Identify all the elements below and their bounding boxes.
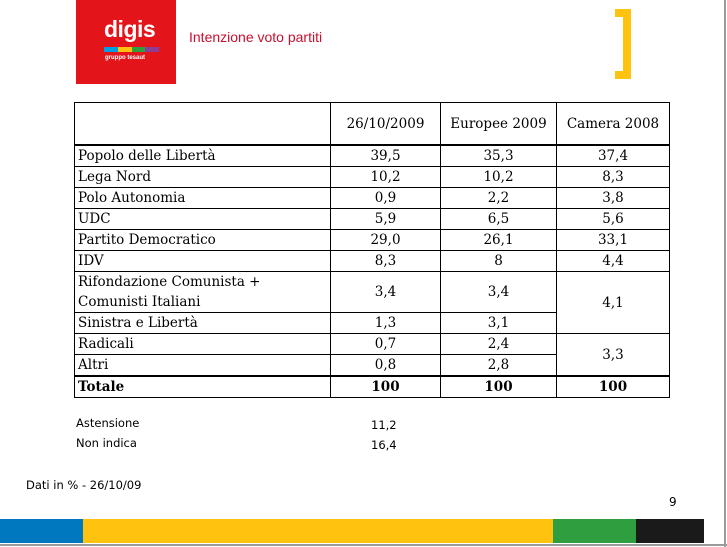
- table-row: [75, 209, 670, 230]
- header-camera-2008: Camera 2008: [557, 103, 670, 146]
- page-number: 9: [669, 495, 677, 509]
- party-name: Radicali: [75, 334, 331, 355]
- value-europee: 2,2: [441, 188, 557, 209]
- value-europee: 26,1: [441, 230, 557, 251]
- value-europee: 3,1: [441, 313, 557, 334]
- value-2009-10: 29,0: [331, 230, 441, 251]
- party-name: Partito Democratico: [75, 230, 331, 251]
- non-indica-label: Non indica: [76, 436, 137, 450]
- value-2009-10: 8,3: [331, 251, 441, 272]
- table-header-row: [75, 103, 670, 146]
- frame-bottom-border: [0, 544, 727, 546]
- party-name-line2: Comunisti Italiani: [78, 294, 201, 310]
- astensione-value: 11,2: [371, 418, 397, 432]
- table-row: [75, 188, 670, 209]
- table-row: [75, 230, 670, 251]
- table-row: [75, 167, 670, 188]
- party-name: IDV: [75, 251, 331, 272]
- bottom-color-bar: [0, 519, 704, 543]
- footnote: Dati in % - 26/10/09: [26, 478, 142, 492]
- logo-tagline: gruppo tesaut: [105, 55, 145, 61]
- value-camera: 33,1: [557, 230, 670, 251]
- value-2009-10: 3,4: [331, 272, 441, 313]
- astensione-label: Astensione: [76, 416, 140, 430]
- value-europee: 3,4: [441, 272, 557, 313]
- total-europee: 100: [441, 376, 557, 398]
- value-2009-10: 1,3: [331, 313, 441, 334]
- value-europee: 35,3: [441, 145, 557, 167]
- value-2009-10: 39,5: [331, 145, 441, 167]
- party-name: Sinistra e Libertà: [75, 313, 331, 334]
- table-total-row: [75, 376, 670, 398]
- value-europee: 6,5: [441, 209, 557, 230]
- value-2009-10: 0,7: [331, 334, 441, 355]
- party-name: Popolo delle Libertà: [75, 145, 331, 167]
- party-name: [75, 272, 331, 313]
- party-name: Lega Nord: [75, 167, 331, 188]
- logo-color-stripes: [104, 47, 159, 52]
- value-2009-10: 0,9: [331, 188, 441, 209]
- logo-wordmark: digis: [104, 16, 156, 42]
- frame-right-border: [724, 0, 726, 547]
- non-indica-value: 16,4: [371, 438, 397, 452]
- value-camera: 5,6: [557, 209, 670, 230]
- party-name: UDC: [75, 209, 331, 230]
- value-camera: 4,4: [557, 251, 670, 272]
- value-2009-10: 0,8: [331, 355, 441, 377]
- party-name-line1: Rifondazione Comunista +: [78, 274, 261, 290]
- value-europee: 2,4: [441, 334, 557, 355]
- value-camera-merged: 4,1: [557, 272, 670, 334]
- digis-logo: [76, 0, 176, 84]
- value-europee: 8: [441, 251, 557, 272]
- value-camera-merged: 3,3: [557, 334, 670, 377]
- table-row: [75, 251, 670, 272]
- value-camera: 8,3: [557, 167, 670, 188]
- value-europee: 10,2: [441, 167, 557, 188]
- value-2009-10: 5,9: [331, 209, 441, 230]
- value-europee: 2,8: [441, 355, 557, 377]
- party-name: Altri: [75, 355, 331, 377]
- table-row: [75, 145, 670, 167]
- total-2009-10: 100: [331, 376, 441, 398]
- table-row: [75, 334, 670, 355]
- total-label: Totale: [75, 376, 331, 398]
- table-row: [75, 272, 670, 313]
- slide-title: Intenzione voto partiti: [189, 29, 323, 45]
- header-blank: [75, 103, 331, 146]
- vote-intention-table: [74, 102, 670, 398]
- value-camera: 37,4: [557, 145, 670, 167]
- header-26-10-2009: 26/10/2009: [331, 103, 441, 146]
- header-europee-2009: Europee 2009: [441, 103, 557, 146]
- value-2009-10: 10,2: [331, 167, 441, 188]
- value-camera: 3,8: [557, 188, 670, 209]
- total-camera: 100: [557, 376, 670, 398]
- party-name: Polo Autonomia: [75, 188, 331, 209]
